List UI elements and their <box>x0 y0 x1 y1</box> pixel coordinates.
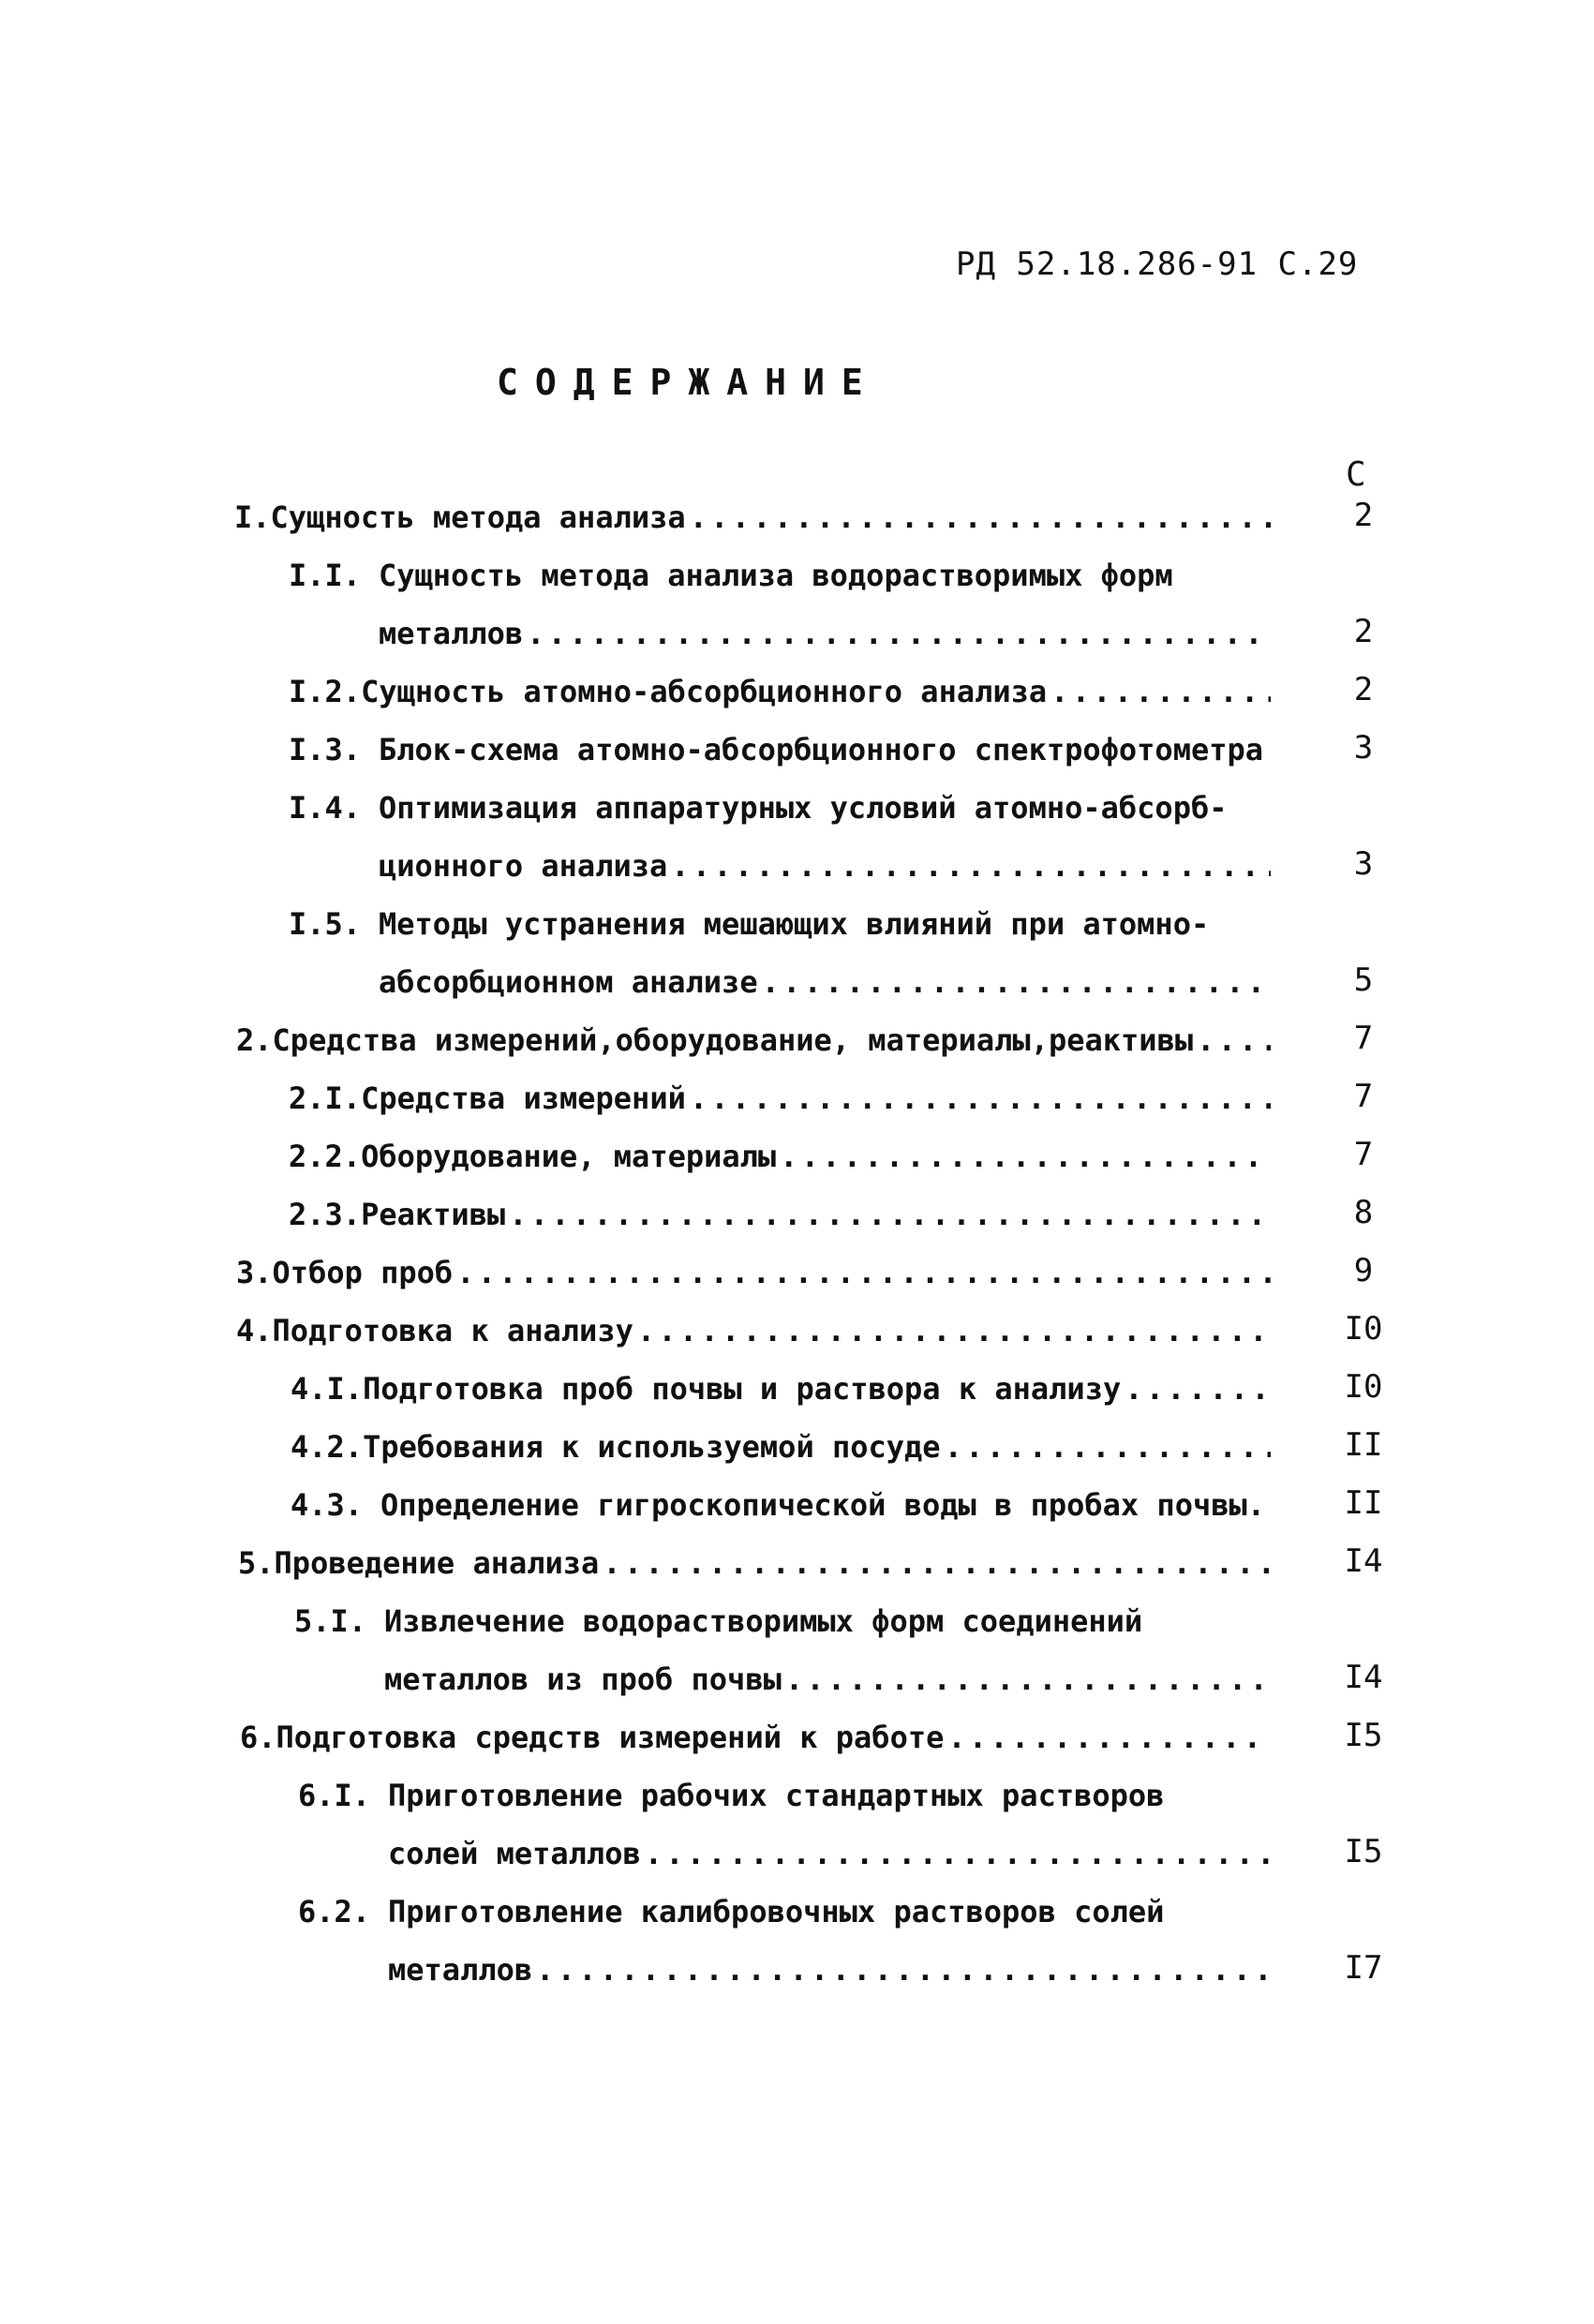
toc-entry <box>240 1717 1274 1758</box>
dot-leader <box>785 1659 1271 1700</box>
toc-entry-number: 2.3. <box>289 1197 362 1232</box>
dot-leader <box>671 845 1271 886</box>
toc-entry-number: I.4. <box>289 790 362 826</box>
toc-entry-continuation <box>379 845 1274 886</box>
dot-leader <box>527 613 1271 654</box>
toc-entry-number: 4.I. <box>290 1371 364 1407</box>
toc-entry-number: 2. <box>236 1022 273 1058</box>
toc-entry-title: Оборудование, материалы <box>361 1139 777 1174</box>
toc-entry-number: 4.2. <box>290 1429 364 1465</box>
toc-entry-title: Приготовление калибровочных растворов солей <box>388 1894 1165 1929</box>
toc-entry-page: 7 <box>1353 1136 1374 1173</box>
toc-entry-number: I. <box>234 499 271 535</box>
toc-entry-page: 9 <box>1353 1252 1374 1289</box>
toc-entry-page: II <box>1344 1426 1383 1464</box>
toc-entry-title: Проведение анализа <box>274 1545 600 1581</box>
page-column-label: С <box>1346 455 1366 494</box>
dot-leader <box>1050 671 1271 712</box>
toc-entry-title: Методы устранения мешающих влияний при атомно- <box>379 906 1210 942</box>
toc-entry-continuation <box>388 1949 1274 1990</box>
toc-entry <box>298 1891 1274 1932</box>
dot-leader <box>637 1310 1271 1351</box>
toc-entry-page: I4 <box>1344 1659 1383 1696</box>
toc-entry <box>289 671 1274 712</box>
toc-entry-title-cont: металлов <box>379 616 524 651</box>
toc-entry-page: I7 <box>1344 1949 1383 1987</box>
toc-entry-title: Отбор проб <box>272 1255 454 1290</box>
toc-entry-title-cont: металлов из проб почвы <box>384 1661 782 1697</box>
toc-entry <box>289 787 1274 828</box>
dot-leader <box>1125 1368 1271 1409</box>
toc-entry-number: 5. <box>238 1545 275 1581</box>
dot-leader <box>945 1426 1271 1467</box>
toc-entry-page: I0 <box>1344 1310 1383 1348</box>
toc-entry <box>289 903 1274 945</box>
toc-entry <box>289 1136 1274 1177</box>
toc-entry-number: 4. <box>236 1313 273 1348</box>
toc-entry <box>290 1484 1293 1526</box>
toc-entry-title: Сущность атомно-абсорбционного анализа <box>361 674 1048 709</box>
document-reference: РД 52.18.286-91 С.29 <box>956 246 1359 283</box>
toc-entry-number: 6.2. <box>298 1894 371 1929</box>
toc-entry-number: 2.2. <box>289 1139 362 1174</box>
toc-entry-title: Подготовка проб почвы и раствора к анализу <box>363 1371 1122 1407</box>
toc-entry <box>289 1078 1274 1119</box>
toc-entry-title: Реактивы <box>361 1197 506 1232</box>
toc-entry-number: 6.I. <box>298 1778 371 1813</box>
toc-entry <box>238 1542 1274 1584</box>
toc-entry-title: Сущность метода анализа водорастворимых форм <box>379 558 1173 593</box>
toc-entry-page: 8 <box>1353 1194 1374 1231</box>
toc-entry-page: I0 <box>1344 1368 1383 1406</box>
toc-entry-page: I5 <box>1344 1833 1383 1870</box>
toc-entry-continuation <box>384 1659 1274 1700</box>
dot-leader <box>603 1542 1271 1584</box>
toc-entry-title-cont: ционного анализа <box>379 848 668 884</box>
dot-leader <box>456 1252 1271 1293</box>
toc-entry <box>236 1020 1274 1061</box>
toc-entry-title: Приготовление рабочих стандартных растворов <box>388 1778 1165 1813</box>
toc-entry-continuation <box>388 1833 1274 1874</box>
toc-entry-continuation <box>379 961 1274 1003</box>
toc-entry <box>236 1252 1274 1293</box>
dot-leader <box>1197 1020 1271 1061</box>
toc-entry-page: 2 <box>1353 497 1374 534</box>
toc-entry-title: Блок-схема атомно-абсорбционного спектрофотометра <box>379 732 1264 767</box>
dot-leader <box>947 1717 1271 1758</box>
toc-entry-page: 2 <box>1353 613 1374 650</box>
toc-entry-title: Оптимизация аппаратурных условий атомно-абсорб- <box>379 790 1228 826</box>
toc-entry-title: Средства измерений <box>361 1080 686 1116</box>
toc-entry-page: 7 <box>1353 1078 1374 1115</box>
toc-entry-page: I4 <box>1344 1542 1383 1580</box>
toc-entry-page: 2 <box>1353 671 1374 708</box>
toc-entry <box>234 497 1274 538</box>
toc-entry-title: Средства измерений,оборудование, материалы,реактивы <box>272 1022 1194 1058</box>
toc-entry <box>294 1601 1274 1642</box>
toc-entry-title: Сущность метода анализа <box>270 499 686 535</box>
toc-entry <box>236 1310 1274 1351</box>
toc-entry <box>290 1368 1274 1409</box>
toc-entry-title: Подготовка к анализу <box>272 1313 633 1348</box>
toc-entry <box>290 1426 1274 1467</box>
toc-entry-page: II <box>1344 1484 1383 1522</box>
toc-entry-number: I.2. <box>289 674 362 709</box>
toc-entry-page: I5 <box>1344 1717 1383 1754</box>
toc-entry-title: Извлечение водорастворимых форм соединений <box>384 1603 1143 1639</box>
toc-entry-number: 2.I. <box>289 1080 362 1116</box>
toc-entry-number: I.3. <box>289 732 362 767</box>
dot-leader <box>645 1833 1271 1874</box>
toc-entry-page: 3 <box>1353 729 1374 767</box>
dot-leader <box>762 961 1271 1003</box>
toc-entry-title: Определение гигроскопической воды в пробах почвы. <box>380 1487 1266 1523</box>
toc-entry-number: 4.3. <box>290 1487 364 1523</box>
toc-entry-number: 5.I. <box>294 1603 367 1639</box>
toc-entry-number: 6. <box>240 1720 276 1755</box>
dot-leader <box>509 1194 1271 1235</box>
toc-entry <box>289 555 1274 596</box>
toc-entry-number: I.5. <box>289 906 362 942</box>
toc-entry-page: 7 <box>1353 1020 1374 1057</box>
toc-entry <box>289 1194 1274 1235</box>
dot-leader <box>536 1949 1271 1990</box>
toc-entry-page: 5 <box>1353 961 1374 999</box>
toc-entry-number: I.I. <box>289 558 362 593</box>
toc-entry-title: Требования к используемой посуде <box>363 1429 941 1465</box>
toc-entry-continuation <box>379 613 1274 654</box>
dot-leader <box>780 1136 1271 1177</box>
toc-entry-title-cont: солей металлов <box>388 1836 641 1871</box>
toc-entry <box>298 1775 1274 1816</box>
toc-entry-title: Подготовка средств измерений к работе <box>276 1720 945 1755</box>
toc-entry <box>289 729 1301 770</box>
page-title: СОДЕРЖАНИЕ <box>497 362 880 403</box>
toc-entry-title-cont: металлов <box>388 1952 533 1988</box>
toc-entry-title-cont: абсорбционном анализе <box>379 964 758 1000</box>
toc-entry-number: 3. <box>236 1255 273 1290</box>
dot-leader <box>690 1078 1271 1119</box>
toc-entry-page: 3 <box>1353 845 1374 883</box>
dot-leader <box>690 497 1271 538</box>
